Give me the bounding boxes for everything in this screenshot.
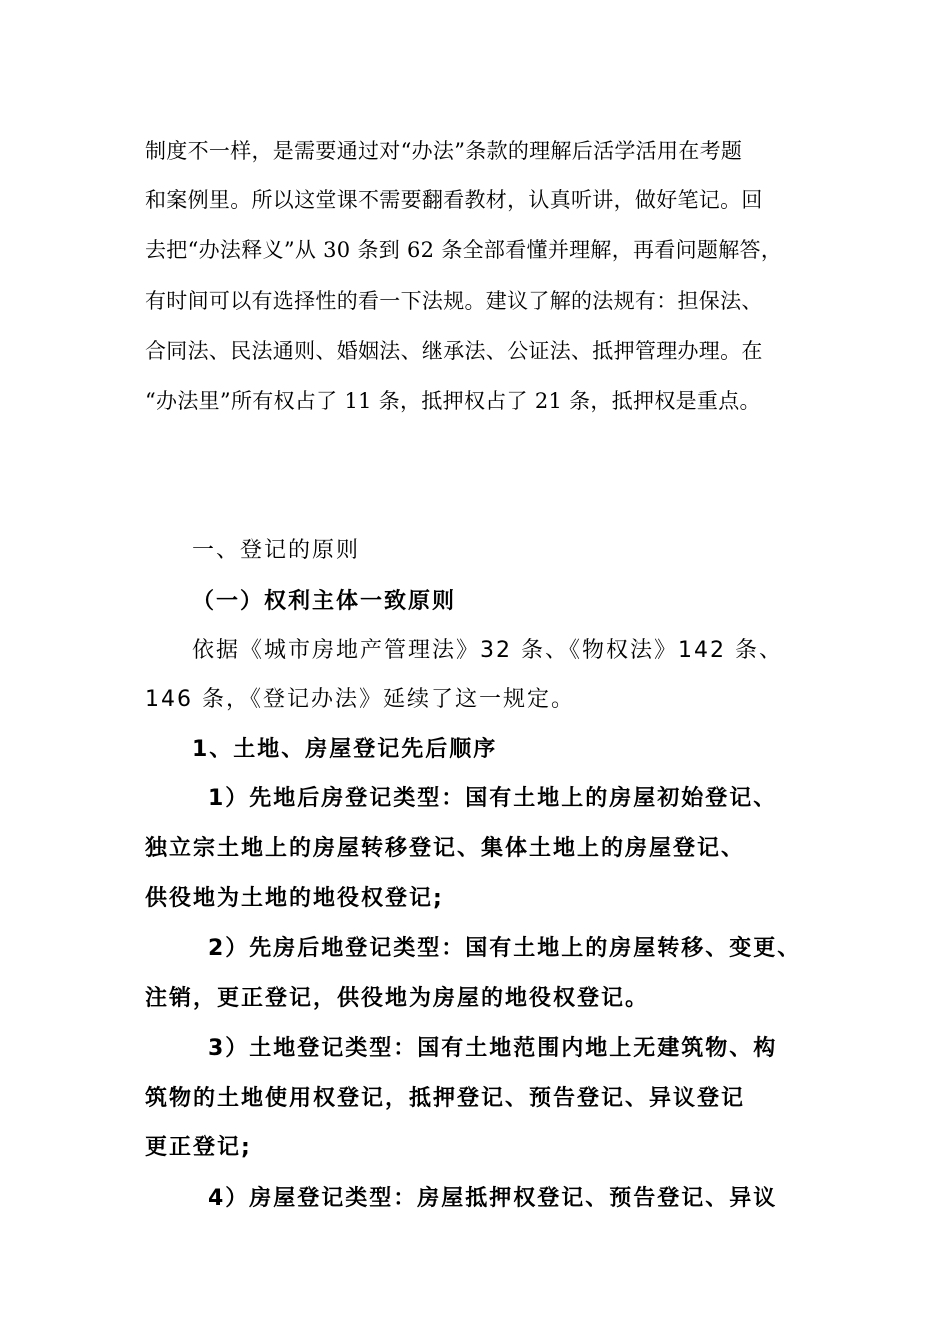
section-heading: 一、登记的原则: [192, 538, 361, 563]
intro-line-6: “办法里”所有权占了 11 条，抵押权占了 21 条，抵押权是重点。: [145, 389, 761, 413]
point-1-line-3: 供役地为土地的地役权登记;: [145, 886, 444, 911]
item-heading: 1、土地、房屋登记先后顺序: [192, 737, 498, 762]
intro-line-1: 制度不一样，是需要通过对“办法”条款的理解后活学活用在考题: [145, 139, 743, 163]
point-1-line-1: 1）先地后房登记类型：国有土地上的房屋初始登记、: [208, 786, 778, 811]
basis-line-2: 146 条，《登记办法》延续了这一规定。: [145, 687, 575, 712]
subsection-heading: （一）权利主体一致原则: [192, 589, 457, 614]
point-2-line-2: 注销，更正登记，供役地为房屋的地役权登记。: [145, 986, 650, 1011]
intro-line-3: 去把“办法释义”从 30 条到 62 条全部看懂并理解，再看问题解答，: [145, 238, 783, 262]
point-3-line-1: 3）土地登记类型：国有土地范围内地上无建筑物、构: [208, 1036, 778, 1061]
point-3-line-2: 筑物的土地使用权登记，抵押登记、预告登记、异议登记: [145, 1086, 746, 1111]
intro-line-5: 合同法、民法通则、婚姻法、继承法、公证法、抵押管理办理。在: [145, 339, 763, 363]
point-4-line-1: 4）房屋登记类型：房屋抵押权登记、预告登记、异议: [208, 1186, 778, 1211]
point-2-line-1: 2）先房后地登记类型：国有土地上的房屋转移、变更、: [208, 936, 802, 961]
basis-line-1: 依据《城市房地产管理法》32 条、《物权法》142 条、: [192, 638, 783, 663]
point-1-line-2: 独立宗土地上的房屋转移登记、集体土地上的房屋登记、: [145, 836, 746, 861]
point-3-line-3: 更正登记;: [145, 1135, 252, 1160]
intro-line-2: 和案例里。所以这堂课不需要翻看教材，认真听讲，做好笔记。回: [145, 188, 763, 212]
intro-line-4: 有时间可以有选择性的看一下法规。建议了解的法规有：担保法、: [145, 289, 763, 313]
